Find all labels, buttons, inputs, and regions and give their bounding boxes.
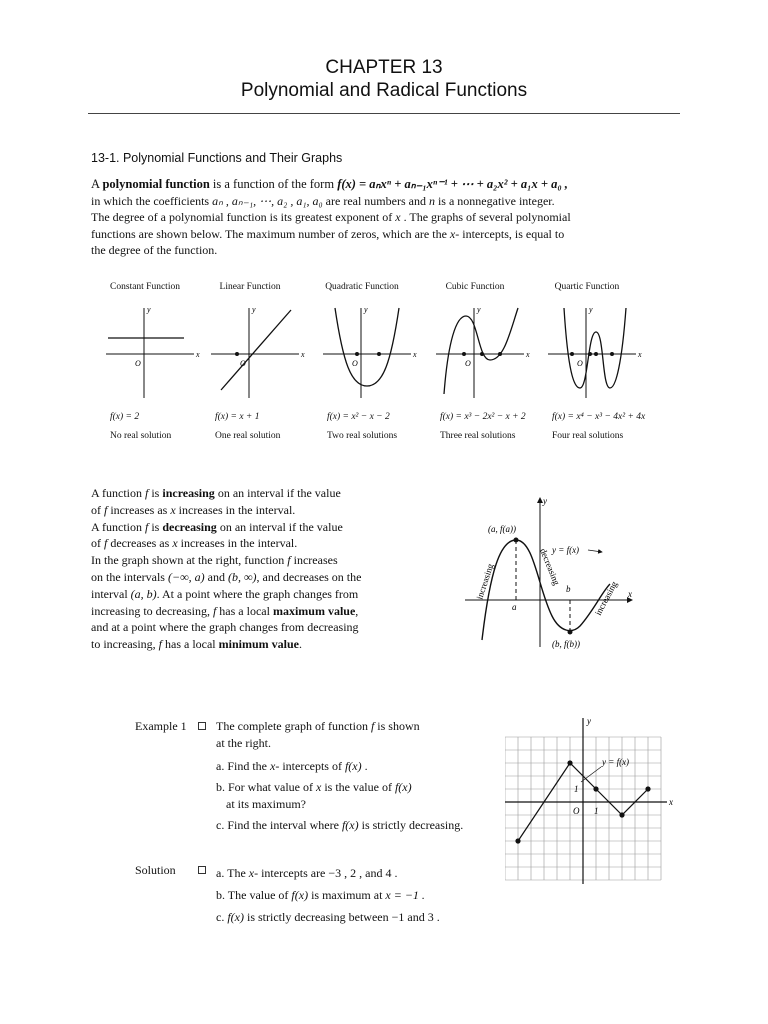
func-label: y = f(x) [552, 545, 580, 555]
max-point [514, 538, 519, 543]
function-graph-3 [321, 302, 417, 402]
example-graph [505, 714, 675, 884]
func-label: y = f(x) [602, 757, 630, 767]
zero-point [462, 352, 466, 356]
graph-solutions-2: One real solution [215, 431, 281, 441]
b-label: b [566, 584, 571, 594]
graph-solutions-5: Four real solutions [552, 431, 624, 441]
graph-formula-4: f(x) = x³ − 2x² − x + 2 [440, 412, 526, 422]
y-axis-label: y [543, 496, 547, 506]
graph-formula-3: f(x) = x² − x − 2 [327, 412, 390, 422]
zero-point [377, 352, 381, 356]
increasing-decreasing-graph [460, 492, 640, 652]
y-label: y [252, 305, 256, 314]
function-curve [221, 310, 291, 390]
graph-formula-1: f(x) = 2 [110, 412, 140, 422]
section-heading: 13-1. Polynomial Functions and Their Graphs [91, 151, 343, 165]
x-label: x [638, 350, 642, 359]
polynomial-function-term: polynomial function [102, 177, 210, 191]
function-curve [444, 308, 518, 394]
x-label: x [413, 350, 417, 359]
function-graph-4 [434, 302, 530, 402]
one-x-label: 1 [594, 806, 599, 816]
header-rule [88, 113, 680, 114]
graph-vertex [593, 786, 598, 791]
max-label: (a, f(a)) [488, 524, 516, 534]
x-label: x [196, 350, 200, 359]
zero-point [235, 352, 239, 356]
y-label: y [147, 305, 151, 314]
zero-point [570, 352, 574, 356]
increasing-right-label: increasing [592, 579, 620, 617]
increasing-decreasing-text: A function f is increasing on an interval if the value of f increases as x increases in the interval. A function f is decreasing on an interval if the value of f decreases as x increases in the interval. In the graph shown at the right, function f increases on the intervals (−∞, a) and (b, ∞), and decreases on the interval (a, b). At a point where the graph changes from increasing to decreasing, f has a local maximum value, and at a point where the graph changes from decreasing to increasing, f has a local minimum value. [91, 486, 362, 652]
origin-label: O [352, 359, 358, 368]
x-axis-label: x [628, 589, 632, 599]
graph-vertex [619, 812, 624, 817]
x-axis-label: x [669, 797, 673, 807]
function-curve [335, 308, 399, 386]
zero-point [355, 352, 359, 356]
x-label: x [301, 350, 305, 359]
y-axis-label: y [587, 716, 591, 726]
func-pointer [581, 767, 601, 782]
function-curve [564, 308, 626, 388]
graph-vertex [567, 760, 572, 765]
graph-formula-2: f(x) = x + 1 [215, 412, 260, 422]
graph-formula-5: f(x) = x⁴ − x³ − 4x² + 4x [552, 412, 646, 422]
chapter-number: CHAPTER 13 [325, 57, 443, 78]
solution-label: Solution [135, 863, 176, 877]
polynomial-formula: f(x) = aₙxⁿ + aₙ₋₁xⁿ⁻¹ + ⋯ + a₂x² + a₁x + a₀ , [337, 177, 568, 191]
minimum-value-term: minimum value [218, 637, 299, 652]
graph-title-3: Quadratic Function [325, 282, 399, 292]
zero-point [480, 352, 484, 356]
zero-point [498, 352, 502, 356]
zero-point [588, 352, 592, 356]
a-label: a [512, 602, 517, 612]
chapter-header [0, 56, 768, 102]
example-square-1 [198, 718, 206, 735]
origin-label: O [135, 359, 141, 368]
graph-title-1: Constant Function [110, 282, 180, 292]
origin-label: O [573, 806, 580, 816]
function-graph-5 [546, 302, 642, 402]
origin-label: O [577, 359, 583, 368]
solution-square [198, 862, 206, 879]
min-point [568, 630, 573, 635]
x-label: x [526, 350, 530, 359]
solution-body: a. The x- intercepts are −3 , 2 , and 4 . b. The value of f(x) is maximum at x = −1 . c. f(x) is strictly decreasing between −1 and 3 . [216, 866, 440, 924]
increasing-term: increasing [162, 486, 215, 500]
function-graph-2 [209, 302, 305, 402]
zero-point [594, 352, 598, 356]
origin-label: O [465, 359, 471, 368]
graph-solutions-3: Two real solutions [327, 431, 398, 441]
increasing-left-label: increasing [474, 562, 496, 601]
one-y-label: 1 [574, 784, 579, 794]
min-label: (b, f(b)) [552, 639, 580, 649]
y-label: y [364, 305, 368, 314]
decreasing-label: decreasing [538, 547, 562, 587]
decreasing-term: decreasing [162, 519, 217, 534]
y-label: y [589, 305, 593, 314]
graph-vertex [645, 786, 650, 791]
y-label: y [477, 305, 481, 314]
graph-solutions-1: No real solution [110, 431, 172, 441]
graph-title-5: Quartic Function [554, 282, 620, 292]
origin-label: O [240, 359, 246, 368]
definition-paragraph: A polynomial function is a function of the form f(x) = aₙxⁿ + aₙ₋₁xⁿ⁻¹ + ⋯ + a₂x² + a₁x + a₀ , in which the coefficients aₙ , aₙ₋₁, ⋯, a₂ , a₁, a₀ are real numbers and n is a nonnegative integer. The degree of a polynomial function is its greatest exponent of x . The graphs of several polynomial functions are shown below. The maximum number of zeros, which are the x- intercepts, is equal to the degree of the function. [91, 177, 571, 257]
function-graph-1 [104, 302, 200, 402]
example-body: The complete graph of function f is shown at the right. a. Find the x- intercepts of f(x) . b. For what value of x is the value of f(x) at its maximum? c. Find the interval where f(x) is strictly decreasing. [216, 719, 464, 832]
graph-title-4: Cubic Function [445, 282, 505, 292]
maximum-value-term: maximum value [272, 603, 356, 618]
chapter-title: Polynomial and Radical Functions [240, 80, 528, 101]
zero-point [610, 352, 614, 356]
example-label: Example 1 [135, 719, 187, 733]
graph-title-2: Linear Function [219, 282, 281, 292]
graph-vertex [515, 838, 520, 843]
graph-solutions-4: Three real solutions [440, 431, 516, 441]
